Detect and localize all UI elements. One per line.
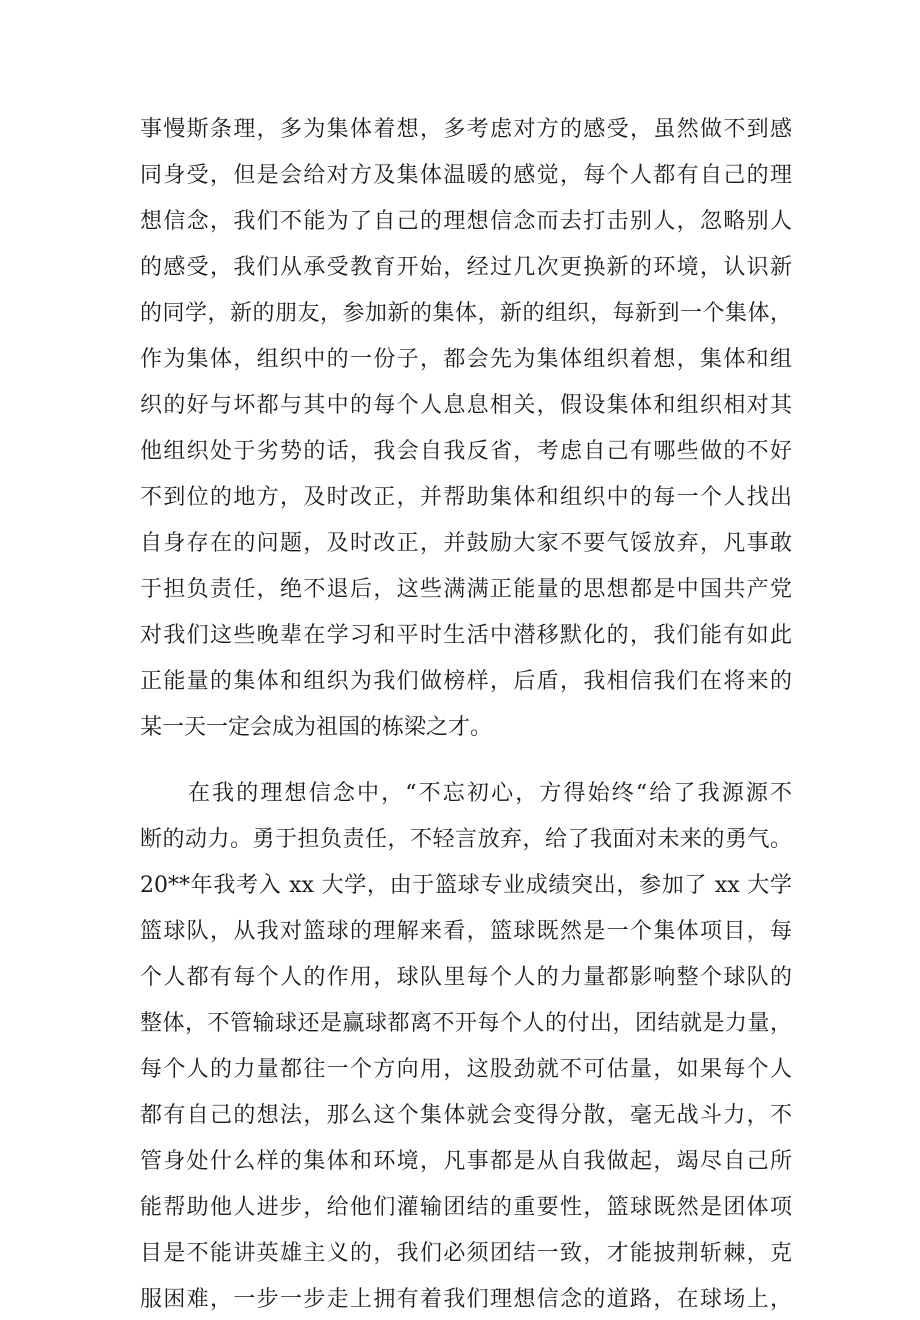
- text-line: 篮球队，从我对篮球的理解来看，篮球既然是一个集体项目，每: [140, 919, 792, 944]
- text-line: 的同学，新的朋友，参加新的集体，新的组织，每新到一个集体，: [140, 301, 792, 326]
- text-line: 他组织处于劣势的话，我会自我反省，考虑自己有哪些做的不好: [140, 439, 792, 464]
- text-line: 不到位的地方，及时改正，并帮助集体和组织中的每一个人找出: [140, 485, 792, 510]
- text-line: 事慢斯条理，多为集体着想，多考虑对方的感受，虽然做不到感: [140, 117, 792, 142]
- text-line: 目是不能讲英雄主义的，我们必须团结一致，才能披荆斩棘，克: [140, 1241, 792, 1266]
- text-line: 自身存在的问题，及时改正，并鼓励大家不要气馁放弃，凡事敢: [140, 531, 792, 556]
- text-line: 服困难，一步一步走上拥有着我们理想信念的道路，在球场上，: [140, 1287, 792, 1312]
- text-line: 同身受，但是会给对方及集体温暖的感觉，每个人都有自己的理: [140, 163, 792, 188]
- text-line: 织的好与坏都与其中的每个人息息相关，假设集体和组织相对其: [140, 393, 792, 418]
- text-line: 20**年我考入 xx 大学，由于篮球专业成绩突出，参加了 xx 大学: [140, 873, 792, 898]
- text-line: 正能量的集体和组织为我们做榜样，后盾，我相信我们在将来的: [140, 669, 792, 694]
- text-line: 每个人的力量都往一个方向用，这股劲就不可估量，如果每个人: [140, 1057, 792, 1082]
- text-line: 断的动力。勇于担负责任，不轻言放弃，给了我面对未来的勇气。: [140, 827, 792, 852]
- text-line: 都有自己的想法，那么这个集体就会变得分散，毫无战斗力，不: [140, 1103, 792, 1128]
- text-line: 对我们这些晚辈在学习和平时生活中潜移默化的，我们能有如此: [140, 623, 792, 648]
- text-line: 的感受，我们从承受教育开始，经过几次更换新的环境，认识新: [140, 255, 792, 280]
- text-line: 能帮助他人进步，给他们灌输团结的重要性，篮球既然是团体项: [140, 1195, 792, 1220]
- text-line: 管身处什么样的集体和环境，凡事都是从自我做起，竭尽自己所: [140, 1149, 792, 1174]
- text-line: 于担负责任，绝不退后，这些满满正能量的思想都是中国共产党: [140, 577, 792, 602]
- text-line: 个人都有每个人的作用，球队里每个人的力量都影响整个球队的: [140, 965, 792, 990]
- text-line: 在我的理想信念中，“不忘初心，方得始终“给了我源源不: [188, 781, 792, 806]
- text-line: 作为集体，组织中的一份子，都会先为集体组织着想，集体和组: [140, 347, 792, 372]
- text-line: 想信念，我们不能为了自己的理想信念而去打击别人，忽略别人: [140, 209, 792, 234]
- text-line: 整体，不管输球还是赢球都离不开每个人的付出，团结就是力量，: [140, 1011, 792, 1036]
- text-line: 某一天一定会成为祖国的栋梁之才。: [140, 715, 493, 740]
